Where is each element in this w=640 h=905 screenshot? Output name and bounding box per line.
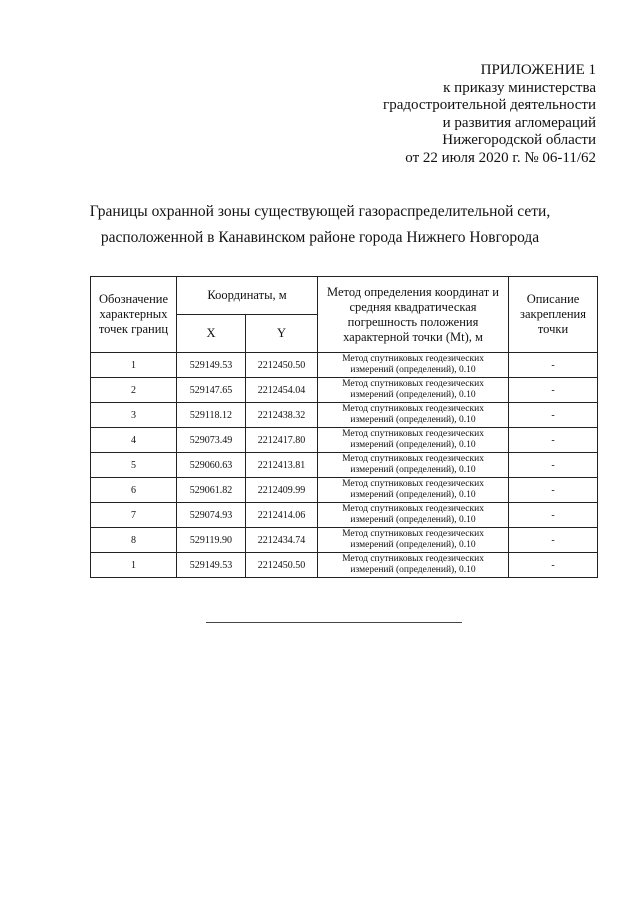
cell-point: 6 <box>91 478 177 503</box>
table-row <box>91 453 598 478</box>
cell-method: Метод спутниковых геодезических измерений (определений), 0.10 <box>318 353 509 378</box>
header-y: Y <box>246 315 318 353</box>
header-method: Метод определения координат и средняя квадратическая погрешность положения характерной точки (Mt), м <box>318 277 509 353</box>
cell-y: 2212454.04 <box>246 378 318 403</box>
cell-point: 1 <box>91 553 177 578</box>
cell-method: Метод спутниковых геодезических измерений (определений), 0.10 <box>318 453 509 478</box>
table-row <box>91 553 598 578</box>
title-line-1: Границы охранной зоны существующей газораспределительной сети, <box>89 203 551 220</box>
appendix-line: Нижегородской области <box>442 132 596 149</box>
cell-x: 529074.93 <box>177 503 246 528</box>
table-row <box>91 378 598 403</box>
header-coordinates: Координаты, м <box>177 277 318 315</box>
cell-point: 5 <box>91 453 177 478</box>
cell-point: 3 <box>91 403 177 428</box>
cell-method: Метод спутниковых геодезических измерений (определений), 0.10 <box>318 503 509 528</box>
cell-x: 529061.82 <box>177 478 246 503</box>
cell-description: - <box>509 378 598 403</box>
appendix-block <box>383 62 596 168</box>
cell-y: 2212413.81 <box>246 453 318 478</box>
signature-line <box>206 622 462 623</box>
cell-y: 2212417.80 <box>246 428 318 453</box>
cell-method: Метод спутниковых геодезических измерений (определений), 0.10 <box>318 403 509 428</box>
coordinates-table <box>90 276 598 578</box>
cell-x: 529073.49 <box>177 428 246 453</box>
cell-point: 7 <box>91 503 177 528</box>
cell-point: 2 <box>91 378 177 403</box>
cell-description: - <box>509 453 598 478</box>
cell-method: Метод спутниковых геодезических измерений (определений), 0.10 <box>318 428 509 453</box>
cell-point: 4 <box>91 428 177 453</box>
table-row <box>91 528 598 553</box>
appendix-line: и развития агломераций <box>442 114 596 131</box>
cell-point: 8 <box>91 528 177 553</box>
cell-description: - <box>509 503 598 528</box>
header-description: Описание закрепления точки <box>509 277 598 353</box>
cell-description: - <box>509 403 598 428</box>
cell-x: 529149.53 <box>177 553 246 578</box>
cell-description: - <box>509 428 598 453</box>
header-point: Обозначение характерных точек границ <box>91 277 177 353</box>
cell-x: 529118.12 <box>177 403 246 428</box>
title-line-2: расположенной в Канавинском районе города Нижнего Новгорода <box>100 229 540 246</box>
cell-x: 529147.65 <box>177 378 246 403</box>
table-row <box>91 428 598 453</box>
table-row <box>91 503 598 528</box>
appendix-date-number: от 22 июля 2020 г. № 06-11/62 <box>405 149 596 166</box>
cell-y: 2212450.50 <box>246 353 318 378</box>
cell-point: 1 <box>91 353 177 378</box>
cell-x: 529119.90 <box>177 528 246 553</box>
cell-method: Метод спутниковых геодезических измерений (определений), 0.10 <box>318 553 509 578</box>
cell-x: 529149.53 <box>177 353 246 378</box>
table-row <box>91 478 598 503</box>
document-title <box>0 199 640 251</box>
cell-y: 2212438.32 <box>246 403 318 428</box>
cell-y: 2212434.74 <box>246 528 318 553</box>
appendix-line: к приказу министерства <box>443 79 596 96</box>
cell-method: Метод спутниковых геодезических измерений (определений), 0.10 <box>318 478 509 503</box>
cell-method: Метод спутниковых геодезических измерений (определений), 0.10 <box>318 528 509 553</box>
table-row <box>91 353 598 378</box>
cell-description: - <box>509 478 598 503</box>
appendix-line: градостроительной деятельности <box>383 97 596 114</box>
cell-description: - <box>509 353 598 378</box>
cell-y: 2212409.99 <box>246 478 318 503</box>
cell-y: 2212450.50 <box>246 553 318 578</box>
table-row <box>91 403 598 428</box>
cell-description: - <box>509 553 598 578</box>
cell-x: 529060.63 <box>177 453 246 478</box>
cell-method: Метод спутниковых геодезических измерений (определений), 0.10 <box>318 378 509 403</box>
appendix-heading: ПРИЛОЖЕНИЕ 1 <box>480 62 596 78</box>
cell-description: - <box>509 528 598 553</box>
header-x: X <box>177 315 246 353</box>
cell-y: 2212414.06 <box>246 503 318 528</box>
